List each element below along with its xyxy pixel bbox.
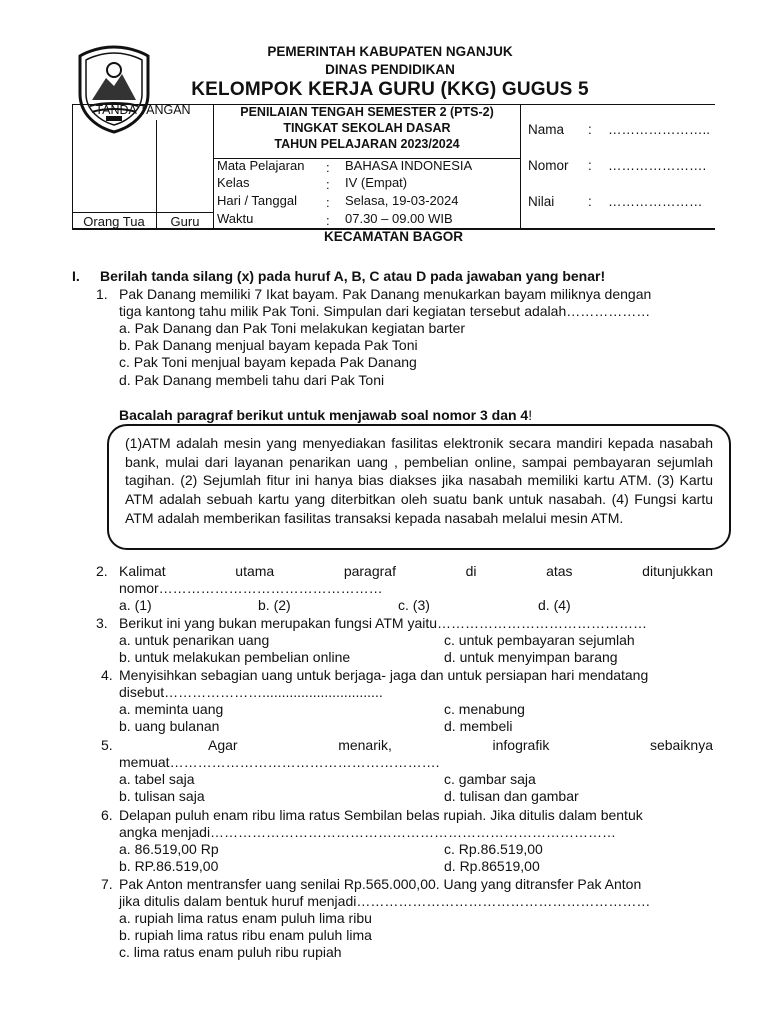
option-d[interactable]: d. untuk menyimpan barang	[444, 649, 618, 665]
question-number: 7.	[101, 876, 113, 892]
option-a[interactable]: a. Pak Danang dan Pak Toni melakukan kegiatan barter	[119, 320, 466, 336]
option-c[interactable]: c. lima ratus enam puluh ribu rupiah	[119, 944, 342, 960]
question-text: Agar menarik, infografik sebaiknya	[208, 737, 713, 753]
option-a[interactable]: a. 86.519,00 Rp	[119, 841, 219, 857]
question-text: tiga kantong tahu milik Pak Toni. Simpulan dari kegiatan tersebut adalah………………	[119, 303, 651, 319]
option-d[interactable]: d. tulisan dan gambar	[444, 788, 579, 804]
section-instruction: Berilah tanda silang (x) pada huruf A, B, C atau D pada jawaban yang benar!	[100, 268, 606, 284]
option-b[interactable]: b. untuk melakukan pembelian online	[119, 649, 351, 665]
option-b[interactable]: b. (2)	[258, 597, 291, 613]
header-line-2: DINAS PENDIDIKAN	[325, 62, 455, 77]
score-field[interactable]: …………………	[608, 194, 703, 209]
info-label: Kelas	[217, 175, 250, 190]
name-label: Nama	[528, 122, 565, 137]
question-text: nomor…………………………………………	[119, 580, 383, 596]
exam-level: TINGKAT SEKOLAH DASAR	[283, 121, 451, 135]
option-b[interactable]: b. uang bulanan	[119, 718, 220, 734]
parent-label: Orang Tua	[83, 214, 145, 229]
score-label: Nilai	[528, 194, 555, 209]
passage-text: (1)ATM adalah mesin yang menyediakan fasilitas elektronik secara mandiri kepada nasabah bank, mulai dari layanan penarikan uang , pembelian online, sampai pembayaran sejumlah tagihan. (2) Sejumlah fitur ini hanya bias diakses jika nasabah memiliki kartu ATM. (3) Kartu ATM adalah sebuah kartu yang diterbitkan oleh suatu bank untuk nasabah. (4) Fungsi kartu ATM adalah memberikan fasilitas transaksi kepada nasabah melalui mesin ATM.	[125, 435, 713, 526]
option-c[interactable]: c. (3)	[398, 597, 430, 613]
question-text: Pak Anton mentransfer uang senilai Rp.565.000,00. Uang yang ditransfer Pak Anton	[119, 876, 642, 892]
section-number: I.	[72, 268, 80, 284]
info-label: Hari / Tanggal	[217, 193, 297, 208]
header-title: KELOMPOK KERJA GURU (KKG) GUGUS 5	[191, 79, 589, 100]
info-colon: :	[326, 160, 330, 175]
question-number: 1.	[96, 286, 108, 302]
question-text: Kalimat utama paragraf di atas ditunjukkan	[119, 563, 713, 579]
question-number: 6.	[101, 807, 113, 823]
question-text: Berikut ini yang bukan merupakan fungsi ATM yaitu………………………………………	[119, 615, 648, 631]
option-c[interactable]: c. Rp.86.519,00	[444, 841, 543, 857]
question-text: jika ditulis dalam bentuk huruf menjadi………………………………………………………	[119, 893, 651, 909]
question-text: Delapan puluh enam ribu lima ratus Sembilan belas rupiah. Jika ditulis dalam bentuk	[119, 807, 643, 823]
exam-title: PENILAIAN TENGAH SEMESTER 2 (PTS-2)	[240, 105, 494, 119]
exam-info-table	[72, 104, 715, 228]
option-a[interactable]: a. untuk penarikan uang	[119, 632, 270, 648]
option-d[interactable]: d. Pak Danang membeli tahu dari Pak Toni	[119, 372, 385, 388]
subject-value: BAHASA INDONESIA	[345, 158, 473, 173]
district-label: KECAMATAN BAGOR	[324, 229, 463, 244]
date-value: Selasa, 19-03-2024	[345, 193, 459, 208]
name-colon: :	[588, 122, 592, 137]
info-colon: :	[326, 177, 330, 192]
option-c[interactable]: c. gambar saja	[444, 771, 536, 787]
info-colon: :	[326, 213, 330, 228]
passage-box	[107, 424, 731, 550]
time-value: 07.30 – 09.00 WIB	[345, 211, 453, 226]
header-line-1: PEMERINTAH KABUPATEN NGANJUK	[267, 44, 513, 59]
question-text: angka menjadi……………………………………………………………………………	[119, 824, 617, 840]
class-value: IV (Empat)	[345, 175, 408, 190]
passage-intro-bang: !	[528, 407, 533, 423]
option-d[interactable]: d. Rp.86519,00	[444, 858, 540, 874]
number-label: Nomor	[528, 158, 569, 173]
option-d[interactable]: d. membeli	[444, 718, 513, 734]
question-text: disebut…………………...............................	[119, 684, 383, 700]
passage-intro	[119, 407, 532, 424]
question-text: memuat………………………………………………….	[119, 754, 440, 770]
question-number: 3.	[96, 615, 108, 631]
option-c[interactable]: c. menabung	[444, 701, 525, 717]
option-a[interactable]: a. meminta uang	[119, 701, 224, 717]
score-colon: :	[588, 194, 592, 209]
info-label: Mata Pelajaran	[217, 158, 305, 173]
name-field[interactable]: …………………..	[608, 122, 711, 137]
option-b[interactable]: b. tulisan saja	[119, 788, 205, 804]
question-number: 5.	[101, 737, 113, 753]
question-text: Menyisihkan sebagian uang untuk berjaga- jaga dan untuk persiapan hari mendatang	[119, 667, 649, 683]
option-b[interactable]: b. rupiah lima ratus ribu enam puluh lima	[119, 927, 372, 943]
exam-year: TAHUN PELAJARAN 2023/2024	[274, 137, 460, 151]
option-b[interactable]: b. RP.86.519,00	[119, 858, 219, 874]
question-number: 2.	[96, 563, 108, 579]
option-d[interactable]: d. (4)	[538, 597, 571, 613]
question-number: 4.	[101, 667, 113, 683]
question-text: Pak Danang memiliki 7 Ikat bayam. Pak Danang menukarkan bayam miliknya dengan	[119, 286, 652, 302]
option-b[interactable]: b. Pak Danang menjual bayam kepada Pak Toni	[119, 337, 418, 353]
info-colon: :	[326, 195, 330, 210]
option-a[interactable]: a. tabel saja	[119, 771, 195, 787]
option-a[interactable]: a. rupiah lima ratus enam puluh lima ribu	[119, 910, 372, 926]
option-a[interactable]: a. (1)	[119, 597, 152, 613]
option-c[interactable]: c. Pak Toni menjual bayam kepada Pak Danang	[119, 354, 417, 370]
teacher-label: Guru	[170, 214, 200, 229]
passage-intro-text: Bacalah paragraf berikut untuk menjawab soal nomor 3 dan 4	[119, 407, 529, 423]
info-label: Waktu	[217, 211, 254, 226]
number-colon: :	[588, 158, 592, 173]
number-field[interactable]: ………………….	[608, 158, 707, 173]
option-c[interactable]: c. untuk pembayaran sejumlah	[444, 632, 635, 648]
signature-label: TANDA TANGAN	[95, 104, 191, 116]
